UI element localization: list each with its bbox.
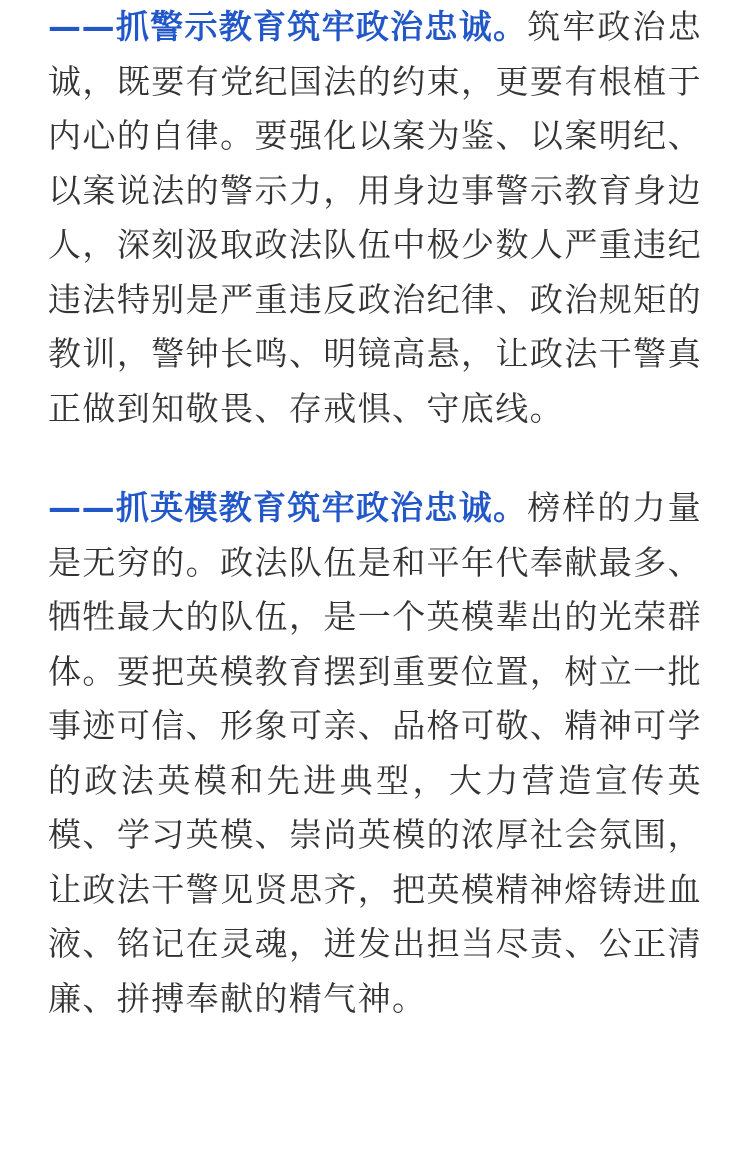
paragraph-body-hero-education: 榜样的力量是无穷的。政法队伍是和平年代奉献最多、牺牲最大的队伍，是一个英模辈出的光荣群体。要把英模教育摆到重要位置，树立一批事迹可信、形象可亲、品格可敬、精神可学的政法英模和先进典型，大力营造宣传英模、学习英模、崇尚英模的浓厚社会氛围，让政法干警见贤思齐，把英模精神熔铸进血液、铭记在灵魂，迸发出担当尽责、公正清廉、拼搏奉献的精气神。 xyxy=(48,488,702,1018)
paragraph-body-warning-education: 筑牢政治忠诚，既要有党纪国法的约束，更要有根植于内心的自律。要强化以案为鉴、以案明纪、以案说法的警示力，用身边事警示教育身边人，深刻汲取政法队伍中极少数人严重违纪违法特别是严重违反政治纪律、政治规矩的教训，警钟长鸣、明镜高悬，让政法干警真正做到知敬畏、存戒惧、守底线。 xyxy=(48,7,702,428)
paragraph-hero-education xyxy=(48,481,702,1026)
article-content xyxy=(48,0,702,1026)
section-heading-hero-education: ——抓英模教育筑牢政治忠诚。 xyxy=(48,488,528,527)
section-heading-warning-education: ——抓警示教育筑牢政治忠诚。 xyxy=(48,7,528,46)
paragraph-warning-education xyxy=(48,0,702,436)
